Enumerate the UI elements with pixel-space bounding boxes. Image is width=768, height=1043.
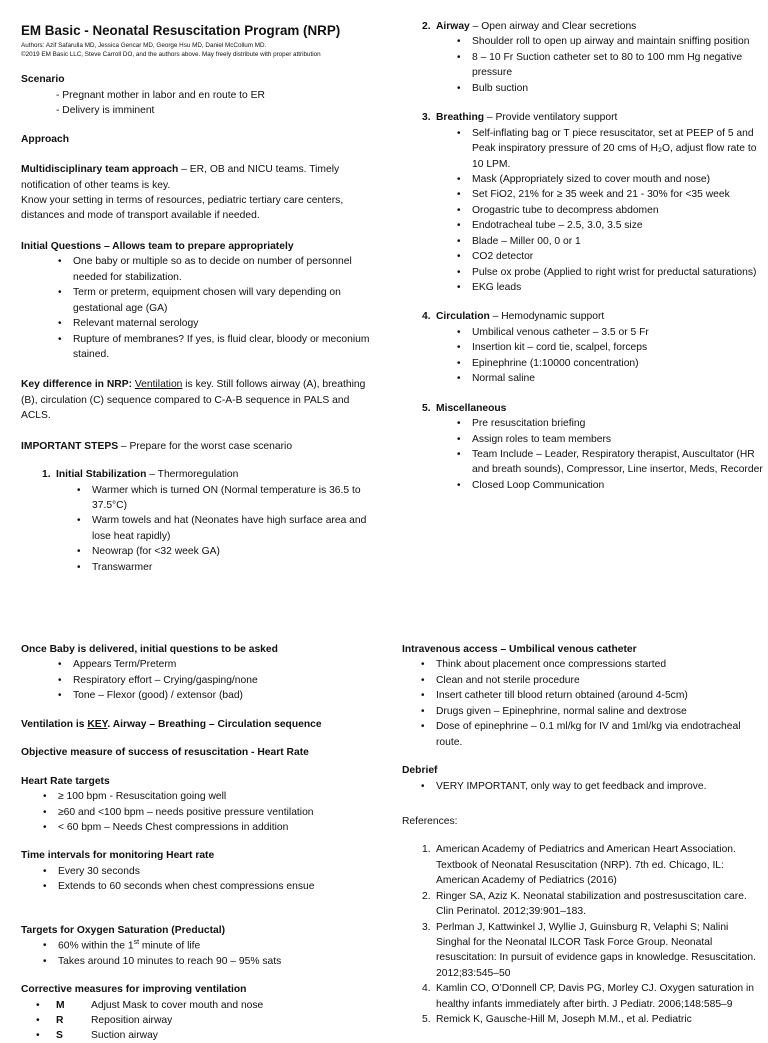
list-item: • One baby or multiple so as to decide on number of personnel needed for stabilization. (73, 254, 373, 285)
step-items (436, 34, 765, 96)
oxygen-saturation-heading: Targets for Oxygen Saturation (Preductal) (21, 924, 226, 936)
corrective-row (21, 1013, 373, 1028)
list-item: • 8 – 10 Fr Suction catheter set to 80 to 100 mm Hg negative pressure (472, 50, 765, 81)
important-steps-text: – Prepare for the worst case scenario (118, 440, 293, 452)
step-items (56, 483, 373, 576)
list-item: • Clean and not sterile procedure (436, 673, 764, 688)
key-difference-label: Key difference in NRP: (21, 379, 135, 391)
list-item: • Set FiO2, 21% for ≥ 35 week and 21 - 30% for <35 week (472, 187, 765, 202)
ventilation-key-b: KEY (87, 718, 108, 730)
list-item: • Drugs given – Epinephrine, normal saline and dextrose (436, 704, 764, 719)
references-heading: References: (402, 815, 458, 827)
corrective-letter: • R (56, 1014, 64, 1026)
page-title: EM Basic - Neonatal Resuscitation Program (NRP) (21, 23, 341, 38)
delivered-heading: Once Baby is delivered, initial questions to be asked (21, 644, 278, 655)
list-item: • Orogastric tube to decompress abdomen (472, 203, 765, 218)
list-item: • VERY IMPORTANT, only way to get feedback and improve. (436, 779, 764, 794)
delivered-list (21, 657, 373, 703)
list-item: • Warm towels and hat (Neonates have high surface area and lose heat rapidly) (92, 513, 373, 544)
corrective-row (21, 1028, 373, 1043)
reference-number: 1. (422, 844, 431, 856)
page2-left-column (21, 642, 373, 1043)
debrief-heading: Debrief (402, 765, 438, 777)
ventilation-key-a: Ventilation is (21, 718, 88, 730)
step-subtitle: – Provide ventilatory support (484, 112, 618, 124)
step-initial-stabilization (42, 467, 373, 575)
step-items (436, 325, 765, 387)
list-item: • Takes around 10 minutes to reach 90 – 95% sats (58, 954, 373, 969)
heart-rate-targets-heading: Heart Rate targets (21, 775, 110, 787)
step-circulation (422, 309, 765, 386)
approach-heading: Approach (21, 133, 70, 145)
list-item: • Think about placement once compressions started (436, 657, 764, 672)
list-item: • EKG leads (472, 280, 765, 295)
reference-number: 2. (422, 890, 431, 902)
corrective-row (21, 998, 373, 1013)
list-item: • Endotracheal tube – 2.5, 3.0, 3.5 size (472, 218, 765, 233)
list-item: • Pre resuscitation briefing (472, 416, 765, 431)
steps-list-left (21, 467, 373, 575)
multidisciplinary-text: – ER, OB and NICU teams. Timely notification of other teams is key. (21, 164, 340, 191)
step-subtitle: – Thermoregulation (146, 469, 239, 481)
scenario-line: - Delivery is imminent (56, 105, 155, 117)
list-item: • Term or preterm, equipment chosen will vary depending on gestational age (GA) (73, 285, 373, 316)
list-item: • Transwarmer (92, 560, 373, 575)
step-items (436, 126, 765, 296)
step-title: Initial Stabilization (56, 469, 147, 481)
step-number: 2. (422, 21, 431, 32)
list-item: • Dose of epinephrine – 0.1 ml/kg for IV and 1ml/kg via endotracheal route. (436, 719, 764, 750)
debrief-list (402, 779, 764, 794)
list-item: • Appears Term/Preterm (73, 657, 373, 672)
step-subtitle: – Open airway and Clear secretions (469, 21, 637, 32)
heart-rate-targets-list (21, 789, 373, 835)
scenario-line: - Pregnant mother in labor and en route to ER (56, 89, 265, 101)
page1-right-column (420, 19, 765, 493)
reference-number: 5. (422, 1014, 431, 1026)
list-item: • Self-inflating bag or T piece resuscitator, set at PEEP of 5 and Peak inspiratory pressure of 20 cms of H₂O, adjust flow rate to 10 LPM. (472, 126, 765, 172)
step-title: Airway (436, 21, 470, 32)
oxygen-saturation-list (21, 938, 373, 969)
important-steps-line (21, 439, 373, 454)
step-airway (422, 19, 765, 96)
list-item: • Relevant maternal serology (73, 316, 373, 331)
step-breathing (422, 110, 765, 295)
reference-item (422, 981, 764, 1012)
list-item: • Epinephrine (1:10000 concentration) (472, 356, 765, 371)
corrective-text: Adjust Mask to cover mouth and nose (91, 999, 264, 1011)
important-steps-label: IMPORTANT STEPS (21, 440, 119, 452)
corrective-letter: • M (56, 999, 65, 1011)
ventilation-key-c: . Airway – Breathing – Circulation sequence (107, 718, 322, 730)
key-difference-text: is key. Still follows airway (A), breathing (B), circulation (C) sequence compared to C-A-B sequence in PALS and ACLS. (21, 379, 366, 422)
list-item: • Respiratory effort – Crying/gasping/none (73, 673, 373, 688)
reference-text: American Academy of Pediatrics and American Heart Association. Textbook of Neonatal Resuscitation (NRP). 7th ed. Chicago, IL: American Academy of Pediatrics (2016) (436, 844, 736, 887)
list-item: • Bulb suction (472, 81, 765, 96)
step-title: Miscellaneous (436, 402, 507, 414)
page2-right-column (402, 642, 764, 1028)
step-number: 4. (422, 311, 431, 323)
iv-access-list (402, 657, 764, 750)
time-intervals-list (21, 864, 373, 895)
list-item: • < 60 bpm – Needs Chest compressions in addition (58, 820, 373, 835)
ventilation-key-line (21, 717, 373, 732)
list-item: • Rupture of membranes? If yes, is fluid clear, bloody or meconium stained. (73, 332, 373, 363)
authors-line: Authors: Azif Safarulla MD, Jessica Gencar MD, George Hsu MD, Daniel McCollum MD. (21, 42, 267, 50)
step-miscellaneous (422, 401, 765, 494)
initial-questions-list (21, 254, 373, 362)
list-item: • Tone – Flexor (good) / extensor (bad) (73, 688, 373, 703)
list-item: • Blade – Miller 00, 0 or 1 (472, 234, 765, 249)
iv-access-heading: Intravenous access – Umbilical venous catheter (402, 644, 637, 655)
list-item: • Insert catheter till blood return obtained (around 4-5cm) (436, 688, 764, 703)
reference-item (422, 842, 764, 888)
list-item: • Team Include – Leader, Respiratory therapist, Auscultator (HR and breath sounds), Compressor, Line insertor, Meds, Recorder (472, 447, 765, 478)
reference-text: Remick K, Gausche-Hill M, Joseph M.M., et al. Pediatric (436, 1014, 692, 1026)
list-item: • Umbilical venous catheter – 3.5 or 5 Fr (472, 325, 765, 340)
reference-text: Ringer SA, Aziz K. Neonatal stabilization and postresuscitation care. Clin Perinatol. 2012;39:901–183. (436, 890, 747, 918)
list-item: • Assign roles to team members (472, 432, 765, 447)
o2-item-text-b: minute of life (139, 940, 201, 952)
step-number: 3. (422, 112, 431, 124)
list-item: • Neowrap (for <32 week GA) (92, 544, 373, 559)
page1-left-column (21, 22, 373, 575)
corrective-letter: • S (56, 1029, 63, 1041)
scenario-heading: Scenario (21, 74, 65, 86)
copyright-line: ©2019 EM Basic LLC, Steve Carroll DO, and the authors above. May freely distribute with proper attribution (21, 50, 321, 58)
initial-questions-heading: Initial Questions – Allows team to prepare appropriately (21, 240, 294, 252)
list-item: • ≥ 100 bpm - Resuscitation going well (58, 789, 373, 804)
multidisciplinary-label: Multidisciplinary team approach (21, 164, 179, 176)
list-item (58, 938, 373, 954)
list-item: • Closed Loop Communication (472, 478, 765, 493)
step-items (436, 416, 765, 493)
objective-measure-heading: Objective measure of success of resuscitation - Heart Rate (21, 747, 309, 759)
corrective-text: Suction airway (91, 1029, 158, 1041)
list-item: • ≥60 and <100 bpm – needs positive pressure ventilation (58, 805, 373, 820)
list-item: • Pulse ox probe (Applied to right wrist for preductal saturations) (472, 265, 765, 280)
reference-number: 4. (422, 983, 431, 995)
step-subtitle: – Hemodynamic support (489, 311, 605, 323)
list-item: • Insertion kit – cord tie, scalpel, forceps (472, 340, 765, 355)
o2-item-sup: st (133, 939, 140, 947)
references-list (402, 842, 764, 1027)
step-title: Breathing (436, 112, 485, 124)
ventilation-underlined: Ventilation (134, 379, 183, 391)
reference-item (422, 1012, 764, 1027)
o2-item-text-a: 60% within the 1 (58, 940, 134, 952)
list-item: • Mask (Appropriately sized to cover mouth and nose) (472, 172, 765, 187)
multidisciplinary-paragraph (21, 162, 373, 193)
key-difference-paragraph (21, 377, 373, 423)
reference-number: 3. (422, 921, 431, 933)
corrective-text: Reposition airway (91, 1014, 173, 1026)
list-item: • Shoulder roll to open up airway and maintain sniffing position (472, 34, 765, 49)
corrective-measures-heading: Corrective measures for improving ventilation (21, 984, 247, 996)
reference-text: Perlman J, Kattwinkel J, Wyllie J, Guinsburg R, Velaphi S; Nalini Singhal for the Neonatal ILCOR Task Force Group. Neonatal resuscitation: In pursuit of evidence gaps in knowledge. Resuscitation. 2012;83:545–50 (436, 921, 756, 979)
list-item: • CO2 detector (472, 249, 765, 264)
list-item: • Extends to 60 seconds when chest compressions ensue (58, 879, 373, 894)
list-item: • Every 30 seconds (58, 864, 373, 879)
time-intervals-heading: Time intervals for monitoring Heart rate (21, 850, 215, 862)
list-item: • Normal saline (472, 371, 765, 386)
step-number: 1. (42, 469, 51, 481)
step-title: Circulation (436, 311, 490, 323)
step-number: 5. (422, 402, 431, 414)
reference-item (422, 889, 764, 920)
list-item: • Warmer which is turned ON (Normal temperature is 36.5 to 37.5°C) (92, 483, 373, 514)
reference-text: Kamlin CO, O’Donnell CP, Davis PG, Morley CJ. Oxygen saturation in healthy infants immediately after birth. J Pediatr. 2006;148:585–9 (436, 983, 754, 1010)
steps-list-right (420, 19, 765, 493)
setting-paragraph: Know your setting in terms of resources, pediatric tertiary care centers, distances and mode of transport available if needed. (21, 195, 344, 222)
reference-item (422, 920, 764, 982)
